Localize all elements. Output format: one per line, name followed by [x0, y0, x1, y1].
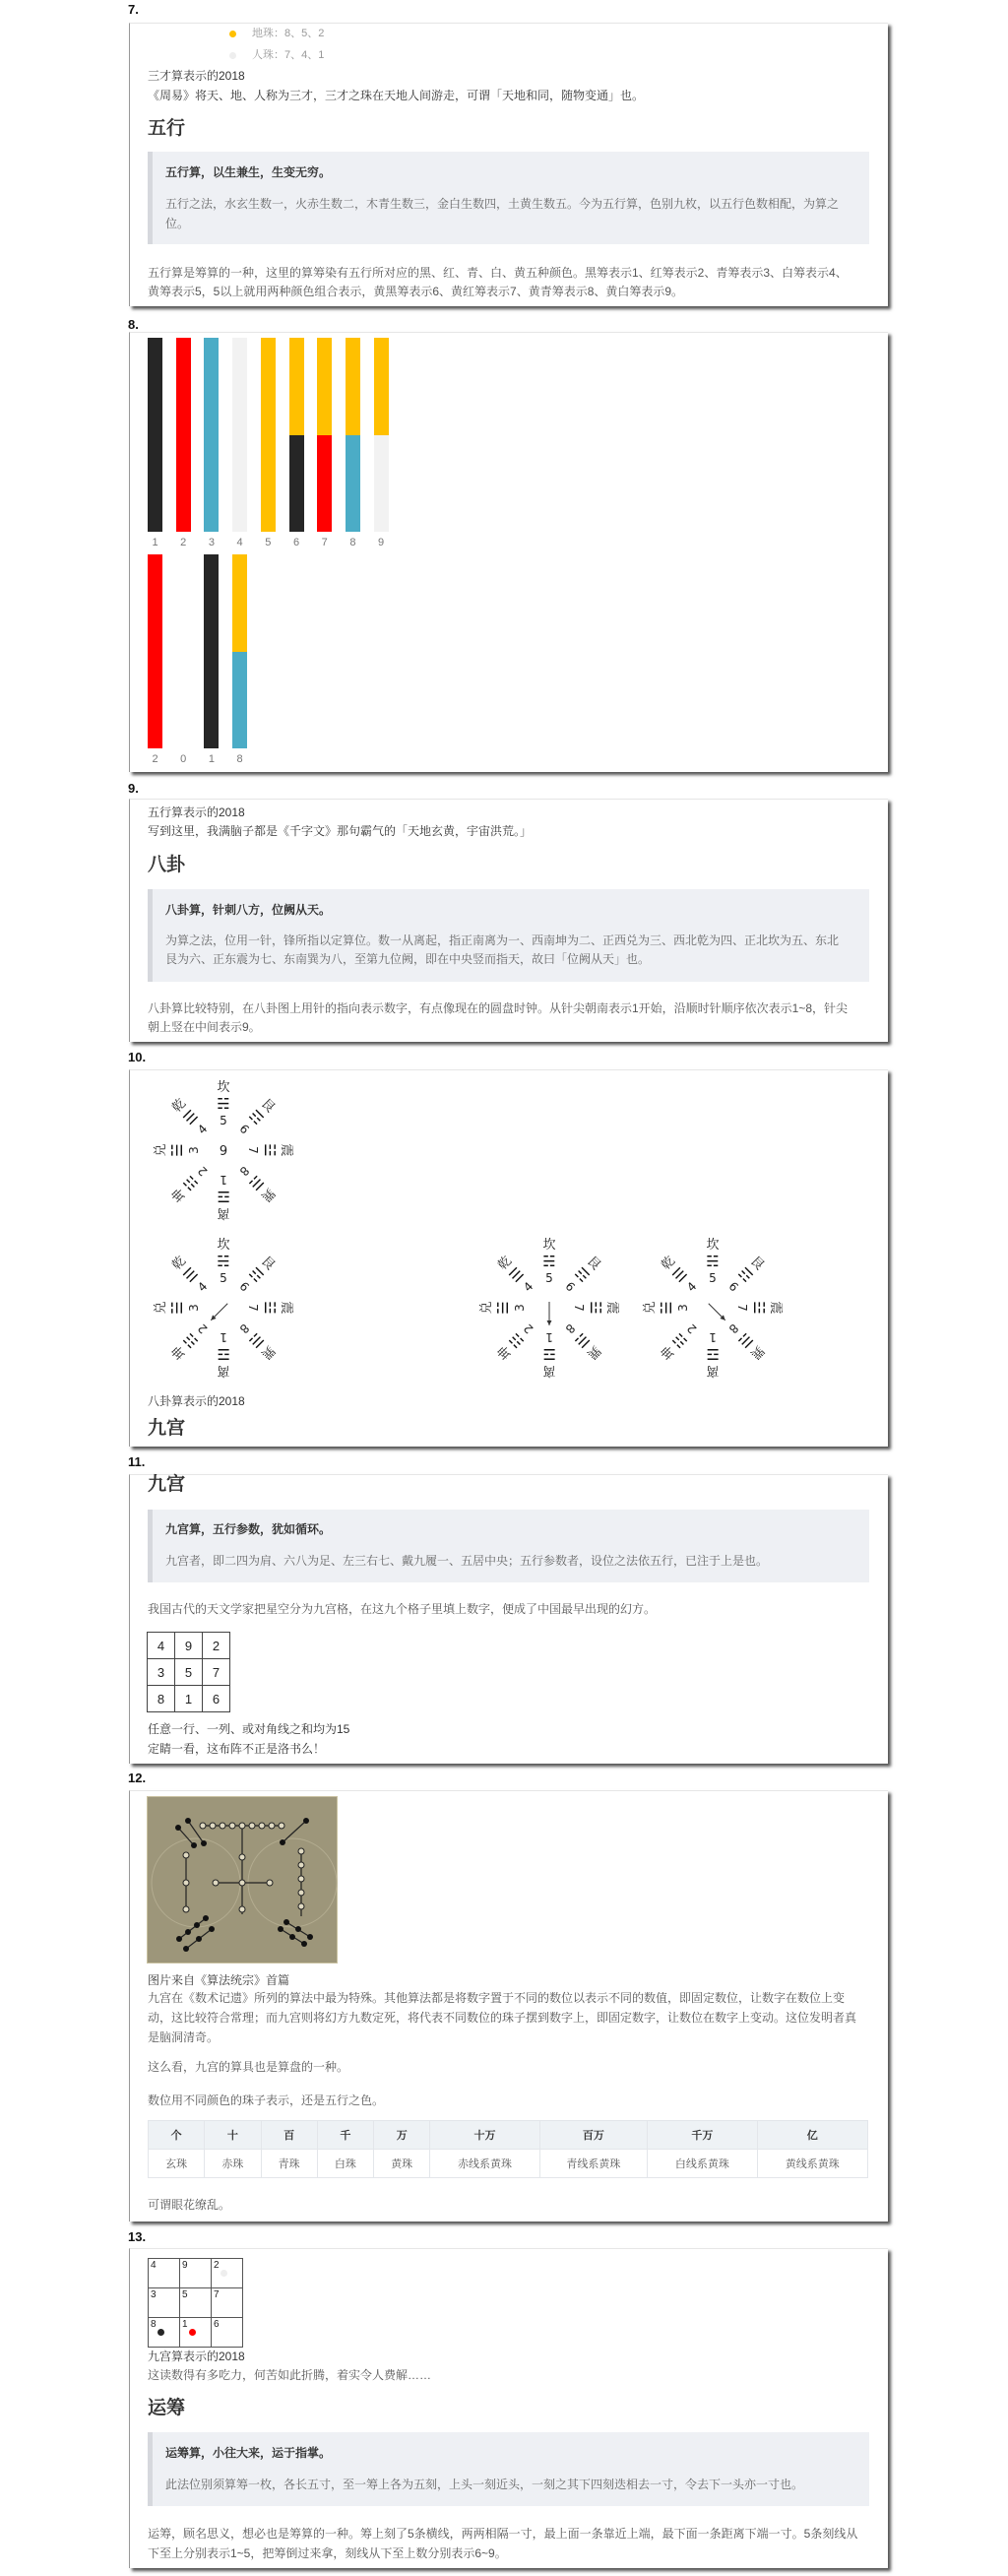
trigram-4: [217, 1330, 229, 1378]
white-bead-icon: [229, 52, 236, 59]
section-label: 11.: [128, 1454, 146, 1469]
paragraph: 下至上分别表示1~5，把筹倒过来拿，刻线从下至上数分别表示6~9。: [148, 2546, 507, 2560]
trigram-name: 离: [542, 1363, 556, 1378]
quote-title: 运筹算，小往大来，运于指掌。: [165, 2446, 332, 2460]
trigram-number: 4: [684, 1279, 700, 1295]
rod-label: 8: [349, 537, 356, 548]
trigram-name: 兑: [643, 1301, 658, 1315]
trigram-number: 6: [725, 1279, 741, 1295]
paragraph: 《周易》将天、地、人称为三才，三才之珠在天地人间游走，可谓「天地和同，随物变通」也。: [148, 89, 645, 102]
trigram-name: 离: [217, 1363, 230, 1378]
trigram-number: 4: [195, 1122, 211, 1137]
trigram-7: [168, 1095, 212, 1138]
rod-label: 5: [265, 537, 272, 548]
quote-text: 艮为六、正东震为七、东南巽为八，至第九位阙，即在中央竖而指天，故曰「位阙从天」也。: [165, 952, 651, 966]
trigram-symbol: ☳: [750, 1301, 768, 1315]
trigram-7: [658, 1253, 701, 1296]
trigram-symbol: ☵: [542, 1253, 556, 1270]
jiugong-bead-grid: [148, 2258, 243, 2348]
cell-number: 8: [151, 2319, 157, 2330]
trigram-number: 8: [562, 1320, 578, 1336]
cell-number: 2: [214, 2260, 220, 2271]
trigram-3: [724, 1320, 767, 1363]
rod-top-yellow: [374, 338, 389, 435]
rod-bottom-teal: [232, 652, 247, 748]
trigram-1: [235, 1254, 278, 1296]
trigram-name: 巽: [257, 1184, 278, 1204]
trigram-3: [234, 1162, 278, 1205]
trigram-name: 巽: [746, 1341, 767, 1362]
bagua-diagram: [642, 1238, 783, 1378]
trigram-2: [572, 1301, 619, 1314]
trigram-name: 坤: [169, 1184, 190, 1204]
grid-cell: [212, 2288, 243, 2318]
rod-bottom-white: [232, 435, 247, 532]
table-header: 亿: [757, 2121, 867, 2150]
grid-cell: 3: [148, 1659, 175, 1686]
trigram-4: [706, 1330, 719, 1378]
grid-cell: [180, 2288, 212, 2318]
cell-number: 3: [151, 2289, 157, 2300]
table-cell: 赤珠: [205, 2150, 261, 2178]
table-cell: 黄珠: [374, 2150, 430, 2178]
trigram-name: 巽: [257, 1341, 278, 1362]
rod-bottom-yellow: [261, 435, 276, 532]
trigram-name: 坎: [542, 1238, 556, 1253]
table-cell: 白珠: [317, 2150, 373, 2178]
trigram-name: 巽: [583, 1341, 603, 1362]
grid-cell: [149, 2318, 180, 2348]
note: 定睛一看，这布阵不正是洛书么！: [148, 1742, 326, 1756]
trigram-6: [478, 1301, 527, 1314]
heading-yunchou: 运筹: [148, 2398, 186, 2418]
trigram-number: 6: [236, 1279, 252, 1295]
trigram-number: 2: [195, 1320, 211, 1336]
rod-top-yellow: [317, 338, 332, 435]
trigram-number: 3: [513, 1304, 527, 1312]
card-7: [129, 23, 888, 306]
rod-label: 1: [208, 753, 215, 765]
trigram-number: 1: [220, 1173, 227, 1187]
quote-title: 八卦算，针刺八方，位阙从天。: [165, 903, 332, 917]
rod-bottom-black: [204, 652, 219, 748]
section-label: 10.: [128, 1050, 147, 1064]
table-header: 个: [149, 2121, 205, 2150]
rod-top-red: [176, 338, 191, 435]
grid-cell: 8: [148, 1686, 175, 1712]
section-label: 7.: [128, 2, 139, 17]
rod-top-black: [148, 338, 162, 435]
card-10: [129, 1069, 888, 1447]
trigram-name: 兑: [154, 1143, 168, 1157]
trigram-name: 震: [279, 1301, 293, 1315]
section-label: 13.: [128, 2229, 147, 2244]
trigram-symbol: ☵: [706, 1253, 720, 1270]
trigram-name: 乾: [659, 1254, 679, 1274]
trigram-name: 震: [604, 1301, 619, 1315]
trigram-number: 4: [521, 1279, 536, 1295]
rod-bottom-red: [148, 652, 162, 748]
white-bead-icon: [220, 2270, 227, 2277]
trigram-symbol: ☱: [168, 1143, 186, 1157]
trigram-number: 6: [562, 1279, 578, 1295]
rod-bottom-black: [289, 435, 304, 532]
trigram-symbol: ☴: [734, 1329, 757, 1352]
quote-title: 九宫算，五行参数，犹如循环。: [165, 1522, 332, 1536]
paragraph: 这么看，九宫的算具也是算盘的一种。: [148, 2060, 349, 2074]
trigram-name: 坎: [706, 1238, 720, 1253]
heading-jiugong: 九宫: [148, 1418, 186, 1439]
caption: 八卦算表示的2018: [148, 1394, 245, 1408]
trigram-symbol: ☶: [571, 1263, 594, 1286]
rod-bottom-teal: [346, 435, 360, 532]
heading-bagua: 八卦: [148, 855, 186, 875]
trigram-symbol: ☳: [261, 1301, 279, 1315]
trigram-number: 7: [572, 1304, 586, 1312]
quote-text: 为算之法，位用一针，锋所指以定算位。数一从离起，指正南离为一、西南坤为二、正西兑为三、西北乾为四、正北坎为五、东北: [165, 934, 840, 947]
bagua-diagram: [478, 1238, 619, 1378]
magic-square: [147, 1632, 230, 1712]
card-12: [129, 1790, 888, 2222]
quote-text: 五行之法，水玄生数一，火赤生数二，木青生数三，金白生数四，土黄生数五。今为五行算，色别九枚，以五行色数相配，为算之: [165, 197, 840, 211]
trigram-symbol: ☶: [734, 1263, 757, 1286]
trigram-name: 坤: [495, 1341, 516, 1362]
bead-color-table: [148, 2120, 868, 2178]
rod-label: 9: [378, 537, 385, 548]
trigram-2: [246, 1301, 293, 1314]
trigram-symbol: ☱: [494, 1301, 512, 1315]
trigram-number: 2: [684, 1320, 700, 1336]
quote-text: 九宫者，即二四为肩、六八为足、左三右七、戴九履一、五居中央；五行参数者，设位之法依五行，已注于上是也。: [165, 1554, 769, 1568]
trigram-number: 7: [735, 1304, 749, 1312]
trigram-1: [235, 1096, 278, 1138]
trigram-number: 5: [709, 1271, 717, 1285]
bagua-diagram: [153, 1080, 293, 1220]
trigram-name: 艮: [583, 1254, 603, 1274]
section-label: 8.: [128, 317, 139, 332]
caption: 三才算表示的2018: [148, 69, 245, 83]
trigram-symbol: ☰: [179, 1263, 202, 1286]
paragraph: 八卦算比较特别，在八卦图上用针的指向表示数字，有点像现在的圆盘时钟。从针尖朝南表示1开始，沿顺时针顺序依次表示1~8，针尖: [148, 1001, 849, 1015]
rod-label: 2: [180, 537, 187, 548]
quote-text: 位。: [165, 217, 190, 230]
rod-label: 6: [292, 537, 300, 548]
paragraph: 数位用不同颜色的珠子表示，还是五行之色。: [148, 2093, 385, 2107]
trigram-name: 乾: [169, 1096, 190, 1117]
trigram-symbol: ☷: [179, 1172, 202, 1194]
rod-bottom-white: [374, 435, 389, 532]
blockquote: [148, 889, 869, 982]
trigram-number: 1: [545, 1330, 553, 1344]
trigram-number: 8: [236, 1320, 252, 1336]
paragraph: 是脑洞清奇。: [148, 2030, 220, 2044]
trigram-name: 坎: [217, 1238, 230, 1253]
cell-number: 7: [214, 2289, 220, 2300]
trigram-1: [561, 1254, 603, 1296]
trigram-name: 乾: [169, 1254, 190, 1274]
grid-cell: [149, 2259, 180, 2288]
cell-number: 6: [214, 2319, 220, 2330]
card-9: [129, 799, 888, 1042]
rod-top-yellow: [289, 338, 304, 435]
bagua-diagrams: [130, 1070, 878, 1385]
trigram-1: [724, 1254, 767, 1296]
table-header: 千万: [648, 2121, 757, 2150]
trigram-3: [234, 1320, 278, 1363]
suanfa-tongzong-image: [147, 1796, 338, 1964]
table-header: 千: [317, 2121, 373, 2150]
trigram-name: 震: [279, 1143, 293, 1157]
rod-top-teal: [204, 338, 219, 435]
earth-beads: 地珠：8、5、2: [252, 28, 325, 39]
cell-number: 5: [182, 2289, 188, 2300]
trigram-number: 8: [725, 1320, 741, 1336]
table-header: 十: [205, 2121, 261, 2150]
trigram-7: [168, 1253, 212, 1296]
trigram-name: 坎: [217, 1080, 230, 1095]
trigram-name: 坤: [169, 1341, 190, 1362]
trigram-symbol: ☴: [571, 1329, 594, 1352]
human-beads: 人珠：7、4、1: [252, 49, 325, 61]
trigram-name: 坤: [659, 1341, 679, 1362]
paragraph: 运筹，顾名思义，想必也是筹算的一种。筹上刻了5条横线，两两相隔一寸，最上面一条靠近上端，最下面一条距离下端一寸。5条刻线从: [148, 2527, 858, 2541]
blockquote: [148, 1510, 869, 1582]
trigram-number: 7: [246, 1146, 260, 1154]
trigram-symbol: ☳: [261, 1143, 279, 1157]
trigram-name: 艮: [257, 1096, 278, 1117]
trigram-symbol: ☰: [668, 1263, 691, 1286]
paragraph: 黄筹表示5，5以上就用两种颜色组合表示，黄黑筹表示6、黄红筹表示7、黄青筹表示8、黄白筹表示9。: [148, 285, 684, 298]
table-cell: 黄线系黄珠: [757, 2150, 867, 2178]
yellow-bead-icon: [229, 31, 236, 37]
trigram-number: 4: [195, 1279, 211, 1295]
trigram-name: 艮: [257, 1254, 278, 1274]
trigram-number: 7: [246, 1304, 260, 1312]
trigram-6: [153, 1301, 201, 1314]
section-label: 9.: [128, 781, 139, 796]
trigram-6: [153, 1143, 201, 1156]
trigram-symbol: ☴: [245, 1329, 268, 1352]
trigram-number: 1: [709, 1330, 717, 1344]
paragraph: 可谓眼花缭乱。: [148, 2198, 231, 2212]
bagua-diagram: [153, 1238, 293, 1378]
trigram-0: [706, 1238, 719, 1285]
card-11: [129, 1474, 888, 1764]
trigram-symbol: ☶: [245, 1106, 268, 1128]
trigram-symbol: ☵: [217, 1095, 230, 1113]
grid-cell: [180, 2318, 212, 2348]
cell-number: 4: [151, 2260, 157, 2271]
grid-cell: 7: [203, 1659, 230, 1686]
trigram-number: 5: [545, 1271, 553, 1285]
trigram-2: [735, 1301, 783, 1314]
caption: 五行算表示的2018: [148, 805, 245, 819]
arrowhead: [547, 1320, 552, 1325]
section-label: 12.: [128, 1771, 147, 1785]
rod-bottom-red: [317, 435, 332, 532]
trigram-symbol: ☴: [245, 1172, 268, 1194]
trigram-name: 乾: [495, 1254, 516, 1274]
heading-jiugong: 九宫: [148, 1474, 186, 1495]
grid-cell: 5: [175, 1659, 203, 1686]
trigram-name: 离: [706, 1363, 720, 1378]
heading-wuxing: 五行: [148, 118, 186, 139]
table-cell: 赤线系黄珠: [430, 2150, 539, 2178]
trigram-symbol: ☷: [668, 1329, 691, 1352]
rod-label: 8: [236, 753, 243, 765]
rod-label: 3: [208, 537, 215, 548]
trigram-2: [246, 1143, 293, 1156]
black-bead-icon: [158, 2329, 164, 2336]
trigram-symbol: ☱: [658, 1301, 675, 1315]
trigram-4: [542, 1330, 555, 1378]
trigram-number: 6: [236, 1122, 252, 1137]
trigram-symbol: ☲: [217, 1345, 230, 1363]
red-bead-icon: [189, 2329, 196, 2336]
rod-label: 0: [180, 753, 187, 765]
trigram-5: [494, 1320, 537, 1363]
blockquote: [148, 152, 869, 244]
trigram-symbol: ☶: [245, 1263, 268, 1286]
grid-cell: [212, 2259, 243, 2288]
paragraph: 我国古代的天文学家把星空分为九宫格，在这九个格子里填上数字，便成了中国最早出现的幻方。: [148, 1602, 657, 1616]
rod-top-white: [232, 338, 247, 435]
cell-number: 9: [182, 2260, 188, 2271]
rod-bottom-red: [176, 435, 191, 532]
card-13: [129, 2248, 888, 2568]
rod-label: 4: [236, 537, 243, 548]
blockquote: [148, 2432, 869, 2506]
trigram-symbol: ☲: [706, 1345, 720, 1363]
caption: 九宫算表示的2018: [148, 2350, 245, 2363]
trigram-0: [217, 1080, 229, 1127]
trigram-number: 5: [220, 1114, 227, 1127]
trigram-name: 震: [768, 1301, 783, 1315]
grid-cell: 1: [175, 1686, 203, 1712]
trigram-0: [542, 1238, 555, 1285]
cell-number: 1: [182, 2319, 188, 2330]
table-header: 十万: [430, 2121, 539, 2150]
grid-cell: 2: [203, 1633, 230, 1659]
trigram-4: [217, 1173, 229, 1220]
rod-top-red: [148, 554, 162, 652]
grid-cell: 6: [203, 1686, 230, 1712]
rod-label: 1: [152, 537, 158, 548]
trigram-number: 5: [220, 1271, 227, 1285]
trigram-symbol: ☱: [168, 1301, 186, 1315]
trigram-5: [168, 1162, 212, 1205]
paragraph: 朝上竖在中间表示9。: [148, 1020, 261, 1034]
grid-cell: 9: [175, 1633, 203, 1659]
paragraph: 五行算是筹算的一种，这里的算筹染有五行所对应的黑、红、青、白、黄五种颜色。黑筹表示1、红筹表示2、青筹表示3、白筹表示4、: [148, 266, 848, 280]
trigram-number: 2: [521, 1320, 536, 1336]
trigram-symbol: ☲: [217, 1188, 230, 1205]
image-caption: 图片来自《算法统宗》首篇: [148, 1973, 290, 1987]
trigram-5: [168, 1320, 212, 1363]
rod-label: 7: [321, 537, 328, 548]
paragraph: 九宫在《数术记遗》所列的算法中最为特殊。其他算法都是将数字置于不同的数位以表示不同的数值，即固定数位，让数字在数位上变: [148, 1991, 846, 2005]
trigram-symbol: ☷: [505, 1329, 528, 1352]
table-cell: 白线系黄珠: [648, 2150, 757, 2178]
trigram-number: 8: [236, 1163, 252, 1179]
grid-cell: [212, 2318, 243, 2348]
paragraph: 写到这里，我满脑子都是《千字文》那句霸气的「天地玄黄，宇宙洪荒。」: [148, 824, 533, 838]
grid-cell: [149, 2288, 180, 2318]
card-8: [129, 332, 888, 772]
rod-bottom-black: [148, 435, 162, 532]
table-cell: 青线系黄珠: [539, 2150, 647, 2178]
note: 任意一行、一列、或对角线之和均为15: [148, 1722, 350, 1736]
paragraph: 这读数得有多吃力，何苦如此折腾，着实令人费解……: [148, 2368, 432, 2382]
trigram-symbol: ☵: [217, 1253, 230, 1270]
trigram-3: [560, 1320, 603, 1363]
trigram-symbol: ☷: [179, 1329, 202, 1352]
trigram-number: 3: [187, 1146, 201, 1154]
trigram-symbol: ☰: [179, 1106, 202, 1128]
paragraph: 动，这比较符合常理；而九宫则将幻方九数定死，将代表不同数位的珠子摆到数字上，即固定数字，让数位在数字上变动。这位发明者真: [148, 2011, 857, 2025]
grid-cell: [180, 2259, 212, 2288]
trigram-number: 1: [220, 1330, 227, 1344]
trigram-6: [642, 1301, 690, 1314]
trigram-name: 离: [217, 1205, 230, 1220]
center-number: 9: [219, 1144, 228, 1159]
grid-cell: 4: [148, 1633, 175, 1659]
trigram-0: [217, 1238, 229, 1285]
trigram-symbol: ☲: [542, 1345, 556, 1363]
quote-text: 此法位别须算筹一枚，各长五寸，至一筹上各为五刻，上头一刻近头，一刻之其下四刻迭相去一寸，令去下一头亦一寸也。: [165, 2478, 804, 2491]
trigram-number: 2: [195, 1163, 211, 1179]
quote-title: 五行算，以生兼生，生变无穷。: [165, 165, 332, 179]
trigram-name: 兑: [479, 1301, 494, 1315]
trigram-symbol: ☰: [505, 1263, 528, 1286]
trigram-number: 3: [676, 1304, 690, 1312]
trigram-name: 艮: [746, 1254, 767, 1274]
rod-bottom-teal: [204, 435, 219, 532]
table-header: 百万: [539, 2121, 647, 2150]
rod-top-yellow: [232, 554, 247, 652]
trigram-5: [658, 1320, 701, 1363]
rod-top-yellow: [261, 338, 276, 435]
table-header: 万: [374, 2121, 430, 2150]
trigram-symbol: ☳: [587, 1301, 604, 1315]
trigram-name: 兑: [154, 1301, 168, 1315]
table-cell: 青珠: [261, 2150, 317, 2178]
rod-label: 2: [152, 753, 158, 765]
rod-top-yellow: [346, 338, 360, 435]
trigram-number: 3: [187, 1304, 201, 1312]
rod-top-black: [204, 554, 219, 652]
trigram-7: [494, 1253, 537, 1296]
table-header: 百: [261, 2121, 317, 2150]
table-cell: 玄珠: [149, 2150, 205, 2178]
